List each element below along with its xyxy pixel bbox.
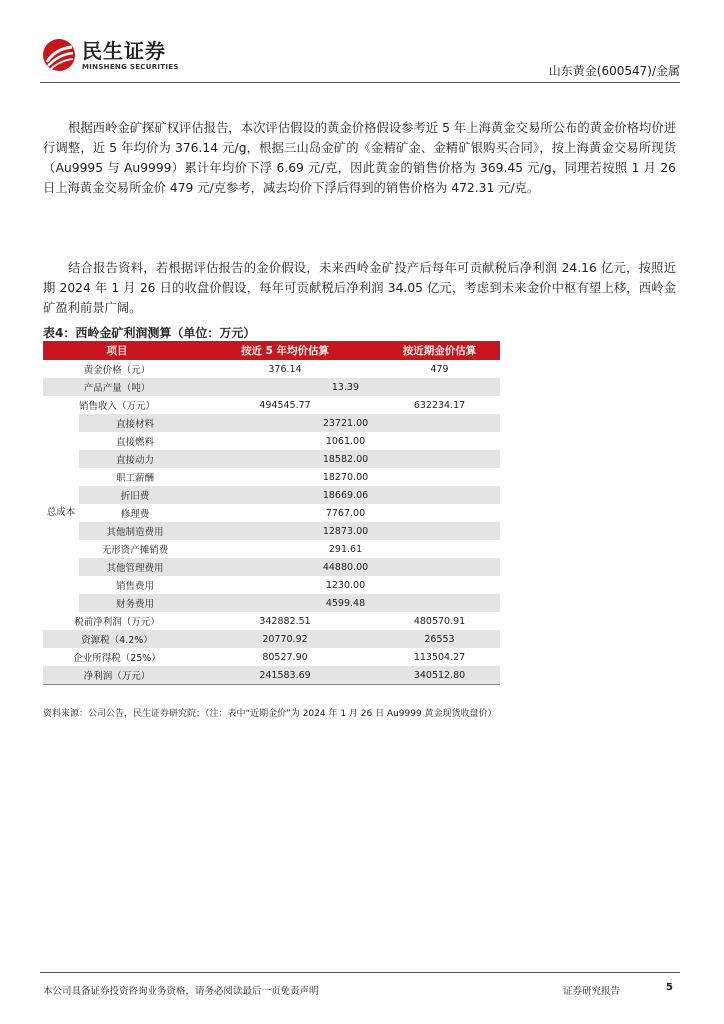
cell-value: 342882.51 (259, 615, 311, 627)
header-item: 项目 (43, 341, 191, 360)
footer-report-type: 证券研究报告 (563, 986, 621, 997)
row-label: 净利润（万元） (43, 666, 191, 685)
profit-estimate-table (43, 341, 500, 685)
cell-value: 291.61 (328, 543, 363, 555)
header-5yr-avg: 按近 5 年均价估算 (191, 341, 379, 360)
page-number: 5 (666, 982, 673, 993)
footer-disclaimer: 本公司具备证券投资咨询业务资格，请务必阅读最后一页免责声明 (43, 986, 319, 997)
row-label: 修理费 (120, 509, 150, 520)
table-row (43, 414, 500, 432)
cell-value: 376.14 (268, 363, 302, 375)
row-label: 销售费用 (115, 581, 154, 592)
table-row (43, 612, 500, 630)
row-label: 财务费用 (79, 594, 191, 612)
row-label: 黄金价格（元） (83, 365, 151, 376)
table-row (43, 486, 500, 504)
cell-value: 18582.00 (191, 450, 500, 468)
brand-name-en: MINSHENG SECURITIES (82, 62, 179, 71)
table-row (43, 450, 500, 468)
row-label: 其他管理费用 (79, 558, 191, 576)
cell-value: 7767.00 (325, 507, 366, 519)
cell-value: 26553 (379, 630, 500, 648)
cost-group-label (43, 414, 79, 612)
cell-value: 44880.00 (191, 558, 500, 576)
cell-value: 23721.00 (191, 414, 500, 432)
row-label: 直接动力 (79, 450, 191, 468)
table-row (43, 594, 500, 612)
table-header-row (43, 341, 500, 360)
cell-value: 20770.92 (191, 630, 379, 648)
row-label: 无形资产摊销费 (101, 545, 169, 556)
row-label: 其他制造费用 (79, 522, 191, 540)
table-row (43, 666, 500, 685)
cell-value: 479 (430, 363, 449, 375)
row-label: 销售收入（万元） (78, 401, 155, 412)
table-source-note: 资料来源：公司公告，民生证券研究院；（注：表中“近期金价”为 2024 年 1 月 26 日 Au9999 黄金现货收盘价） (43, 709, 497, 719)
cell-value: 494545.77 (259, 399, 311, 411)
cell-value: 340512.80 (379, 666, 500, 685)
cell-value: 13.39 (191, 378, 500, 396)
header-divider (40, 82, 680, 83)
row-label: 税前净利润（万元） (74, 617, 160, 628)
cell-value: 80527.90 (262, 651, 308, 663)
row-label: 直接燃料 (115, 437, 154, 448)
table-title: 表4：西岭金矿利润测算（单位：万元） (43, 326, 256, 340)
row-label: 折旧费 (79, 486, 191, 504)
table-row (43, 396, 500, 414)
brand-name-cn: 民生证券 (82, 38, 166, 63)
table-row (43, 540, 500, 558)
cost-group-text: 总成本 (46, 507, 76, 518)
table-row (43, 522, 500, 540)
cell-value: 18270.00 (322, 471, 369, 483)
cell-value: 480570.91 (413, 615, 466, 627)
table-row (43, 360, 500, 378)
cell-value: 241583.69 (191, 666, 379, 685)
page-header (40, 36, 680, 84)
cell-value: 18669.06 (191, 486, 500, 504)
logo (42, 38, 179, 72)
table-row (43, 558, 500, 576)
row-label: 职工薪酬 (115, 473, 154, 484)
header-recent-price: 按近期金价估算 (379, 341, 500, 360)
cell-value: 632234.17 (413, 399, 466, 411)
table-row (43, 468, 500, 486)
row-label: 企业所得税（25%） (73, 653, 161, 664)
cell-value: 1061.00 (325, 435, 366, 447)
stock-label: 山东黄金(600547)/金属 (548, 64, 680, 78)
row-label: 资源税（4.2%） (43, 630, 191, 648)
cell-value: 113504.27 (413, 651, 466, 663)
row-label: 产品产量（吨） (43, 378, 191, 396)
paragraph-profit-outlook: 结合报告资料，若根据评估报告的金价假设，未来西岭金矿投产后每年可贡献税后净利润 24.16 亿元，按照近期 2024 年 1 月 26 日的收盘价假设，每年可贡献税后净利润 34.05 亿元，考虑到未来金价中枢有望上移，西岭金矿盈利前景广阔。 (43, 261, 676, 315)
table-row (43, 630, 500, 648)
table-row (43, 432, 500, 450)
cell-value: 1230.00 (325, 579, 366, 591)
table-row (43, 504, 500, 522)
table-row (43, 648, 500, 666)
table-row (43, 576, 500, 594)
paragraph-gold-price: 根据西岭金矿探矿权评估报告，本次评估假设的黄金价格假设参考近 5 年上海黄金交易所公布的黄金价格均价进行调整，近 5 年均价为 376.14 元/g，根据三山岛金矿的《金精矿金、金精矿银购买合同》，按上海黄金交易所现货（Au9995 与 Au9999）累计年均价下浮 6.69 元/克，因此黄金的销售价格为 369.45 元/g，同理若按照 1 月 26 日上海黄金交易所金价 479 元/克参考，减去均价下浮后得到的销售价格为 472.31 元/克。 (43, 121, 676, 195)
cell-value: 4599.48 (191, 594, 500, 612)
row-label: 直接材料 (79, 414, 191, 432)
minsheng-logo-icon (42, 38, 76, 72)
cell-value: 12873.00 (191, 522, 500, 540)
footer-divider (40, 972, 680, 973)
table-row (43, 378, 500, 396)
